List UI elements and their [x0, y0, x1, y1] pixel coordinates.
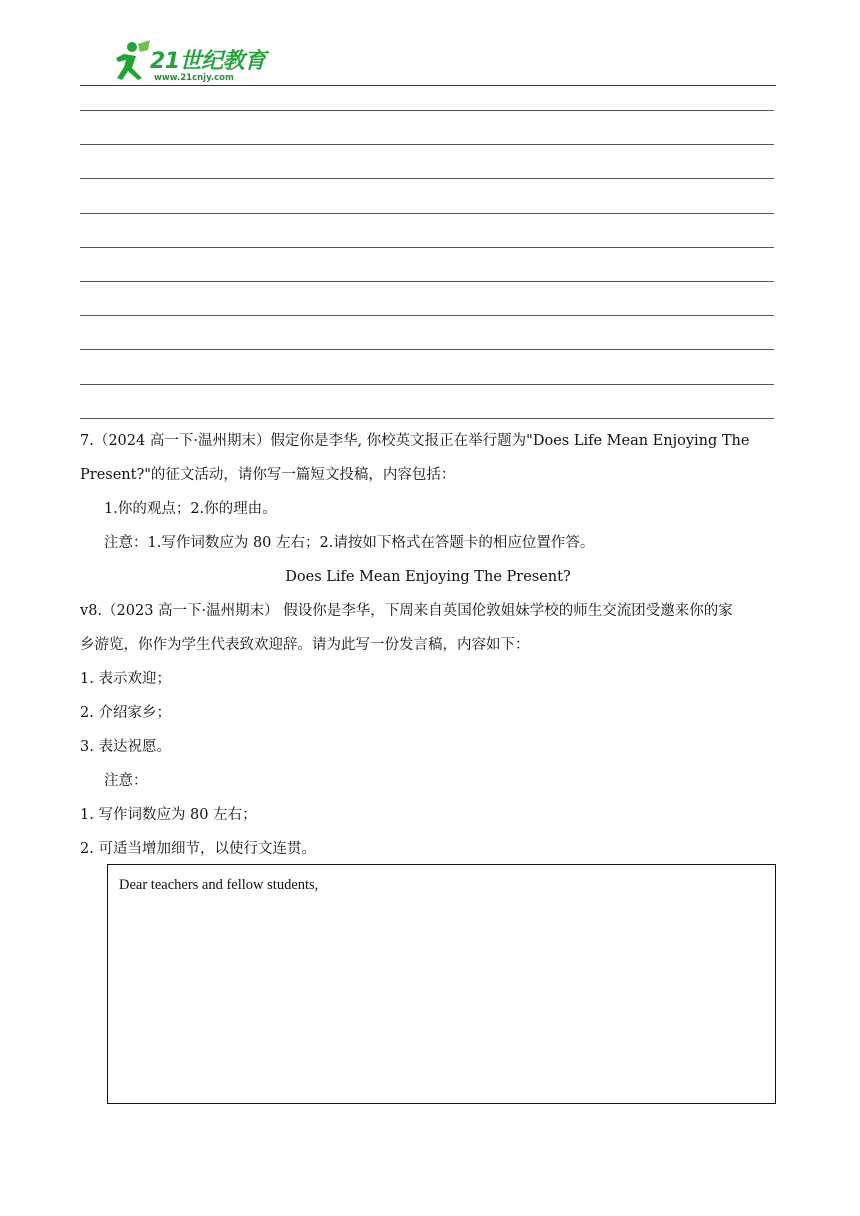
q8-prompt-line1: v8.（2023 高一下·温州期末） 假设你是李华，下周来自英国伦敦姐妹学校的师生交流团受邀来你的家	[80, 603, 733, 619]
q8-item-2: 2. 介绍家乡；	[80, 705, 171, 721]
q8-note-2: 2. 可适当增加细节，以使行文连贯。	[80, 841, 316, 857]
q8-note-label: 注意：	[104, 773, 148, 789]
runner-icon	[102, 40, 152, 84]
answer-line	[80, 384, 774, 385]
answer-line	[80, 418, 774, 419]
letter-greeting: Dear teachers and fellow students,	[119, 877, 319, 893]
answer-line	[80, 213, 774, 214]
logo	[102, 40, 282, 84]
q7-content: 1.你的观点；2.你的理由。	[104, 501, 277, 517]
q8-item-1: 1. 表示欢迎；	[80, 671, 171, 687]
q7-prompt-line2: Present?"的征文活动，请你写一篇短文投稿，内容包括：	[80, 467, 456, 483]
q7-prompt-line1: 7.（2024 高一下·温州期末）假定你是李华, 你校英文报正在举行题为"Does Life Mean Enjoying The	[80, 433, 750, 449]
page-header	[80, 38, 776, 86]
answer-lines	[80, 110, 774, 452]
answer-line	[80, 247, 774, 248]
q7-note: 注意：1.写作词数应为 80 左右；2.请按如下格式在答题卡的相应位置作答。	[104, 535, 595, 551]
logo-url: www.21cnjy.com	[154, 73, 234, 83]
header-rule	[80, 85, 776, 86]
q8-prompt-line2: 乡游览，你作为学生代表致欢迎辞。请为此写一份发言稿，内容如下：	[80, 637, 530, 653]
answer-line	[80, 178, 774, 179]
answer-line	[80, 281, 774, 282]
answer-line	[80, 110, 774, 111]
answer-box	[107, 864, 776, 1104]
q7-essay-title: Does Life Mean Enjoying The Present?	[285, 569, 571, 585]
logo-text: 21世纪教育	[150, 49, 266, 74]
answer-line	[80, 315, 774, 316]
answer-line	[80, 144, 774, 145]
answer-line	[80, 349, 774, 350]
q8-item-3: 3. 表达祝愿。	[80, 739, 171, 755]
q8-note-1: 1. 写作词数应为 80 左右；	[80, 807, 257, 823]
